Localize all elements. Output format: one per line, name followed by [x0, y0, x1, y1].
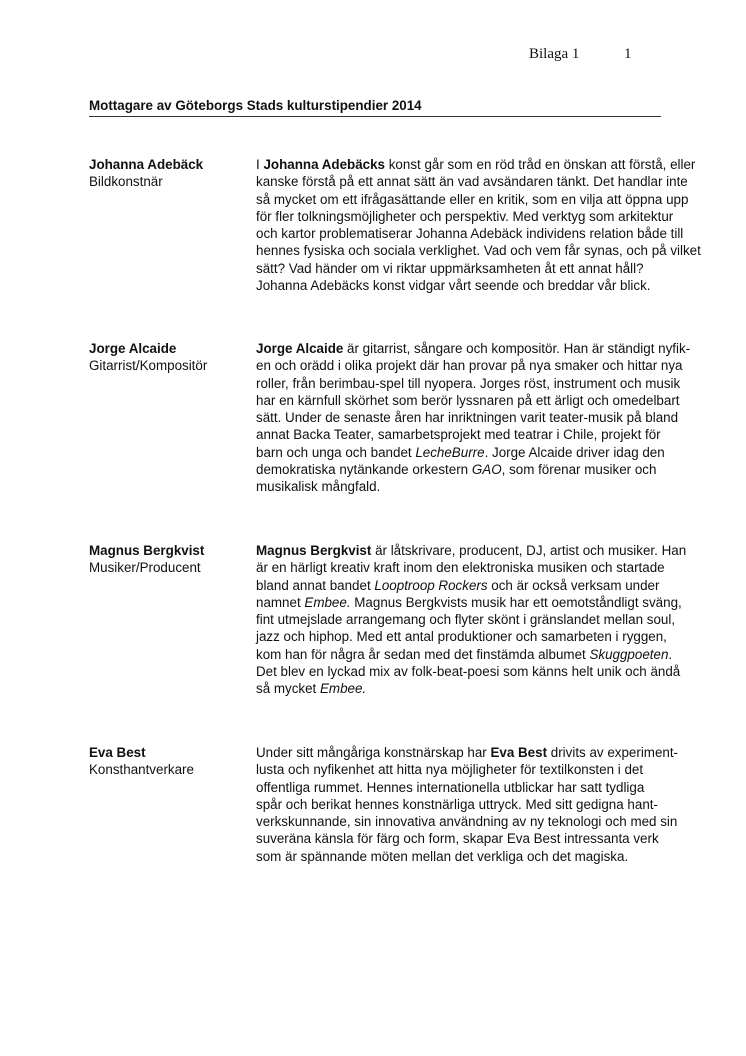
description-line [256, 577, 698, 594]
text-run: sätt. Under de senaste åren har inriktningen varit teater-musik på bland [256, 410, 679, 426]
recipient-entry [89, 156, 701, 294]
page-number: 1 [624, 46, 632, 62]
italic-text: Looptroop Rockers [374, 577, 488, 593]
text-run: så mycket [256, 681, 320, 697]
description-line [256, 225, 698, 242]
description-line [256, 357, 698, 374]
text-run: en och orädd i olika projekt där han provar på nya smaker och hittar nya [256, 358, 683, 374]
description-line [256, 444, 698, 461]
description-line [256, 761, 698, 778]
description-line [256, 478, 698, 495]
text-run: , som förenar musiker och [501, 462, 657, 478]
recipient-entry [89, 542, 699, 697]
italic-text: GAO [471, 462, 502, 478]
text-run: barn och unga och bandet [256, 444, 416, 460]
description-line [256, 744, 698, 761]
recipient-name: Magnus Bergkvist [89, 543, 205, 558]
description-line [256, 409, 698, 426]
description-line [256, 208, 698, 225]
description-line [256, 156, 698, 173]
text-run: Magnus Bergkvists musik har ett oemotståndligt sväng, [350, 594, 682, 610]
text-run: . [668, 646, 673, 662]
description-line [256, 191, 698, 208]
bold-text: Jorge Alcaide [256, 341, 344, 356]
text-run: drivits av experiment- [547, 745, 679, 760]
text-run: jazz och hiphop. Med ett antal produktioner och samarbeten i ryggen, [256, 629, 667, 645]
description-line [256, 392, 698, 409]
text-run: namnet [256, 594, 305, 610]
italic-text: LecheBurre [415, 444, 485, 460]
description-line [256, 461, 698, 478]
description-line [256, 830, 698, 847]
bold-text: Johanna Adebäcks [263, 157, 386, 172]
text-run: Det blev en lyckad mix av folk-beat-poesi som känns helt unik och ändå [256, 664, 681, 680]
italic-text: Skuggpoeten [589, 646, 669, 662]
text-run: offentliga rummet. Hennes internationella utblickar har satt tydliga [256, 779, 645, 795]
description-line [256, 848, 698, 865]
description-line [256, 173, 698, 190]
description-line [256, 796, 698, 813]
text-run: musikalisk mångfald. [256, 479, 381, 495]
recipient-role: Konsthantverkare [89, 762, 194, 778]
text-run: bland annat bandet [256, 577, 375, 593]
text-run: spår och berikat hennes konstnärliga uttryck. Med sitt gedigna hant- [256, 796, 658, 812]
description-line [256, 426, 698, 443]
text-run: är gitarrist, sångare och kompositör. Han är ständigt nyfik- [343, 341, 691, 356]
text-run: Under sitt mångåriga konstnärskap har [256, 745, 491, 760]
text-run: kom han för några år sedan med det finstämda albumet [256, 646, 590, 662]
recipient-description [256, 744, 698, 865]
text-run: demokratiska nytänkande orkestern [256, 462, 472, 478]
text-run: . Jorge Alcaide driver idag den [484, 444, 665, 460]
recipient-entry [89, 340, 699, 495]
bold-text: Magnus Bergkvist [256, 543, 372, 558]
description-line [256, 542, 698, 559]
recipient-name: Eva Best [89, 745, 146, 760]
text-run: och kartor problematiserar Johanna Adebäck individens relation både till [256, 226, 684, 242]
recipient-name: Johanna Adebäck [89, 157, 204, 172]
description-line [256, 663, 698, 680]
recipient-description [256, 542, 698, 698]
recipient-entry [89, 744, 699, 864]
description-line [256, 779, 698, 796]
text-run: är låtskrivare, producent, DJ, artist och musiker. Han [371, 543, 687, 558]
description-line [256, 611, 698, 628]
description-line [256, 559, 698, 576]
recipient-role: Musiker/Producent [89, 560, 201, 576]
italic-text: Embee. [320, 681, 367, 697]
text-run: annat Backa Teater, samarbetsprojekt med teatrar i Chile, projekt för [256, 427, 661, 443]
text-run: lusta och nyfikenhet att hitta nya möjligheter för textilkonsten i det [256, 762, 644, 778]
text-run: som är spännande möten mellan det verkliga och det magiska. [256, 848, 629, 864]
text-run: kanske förstå på ett annat sätt än vad avsändaren tänkt. Det handlar inte [256, 174, 688, 190]
text-run: är en härligt kreativ kraft inom den elektroniska musiken och startade [256, 560, 665, 576]
description-line [256, 680, 698, 697]
text-run: fint utmejslade arrangemang och flyter skönt i gränslandet mellan soul, [256, 612, 676, 628]
bold-text: Eva Best [490, 745, 548, 760]
description-line [256, 813, 698, 830]
recipient-description [256, 156, 701, 294]
recipient-role: Gitarrist/Kompositör [89, 358, 208, 374]
document-title: Mottagare av Göteborgs Stads kulturstipendier 2014 [89, 98, 661, 117]
description-line [256, 646, 698, 663]
description-line [256, 375, 698, 392]
recipient-description [256, 340, 698, 496]
text-run: konst går som en röd tråd en önskan att förstå, eller [385, 157, 696, 172]
text-run: för fler tolkningsmöjligheter och perspektiv. Med verktyg som arkitektur [256, 208, 674, 224]
description-line [256, 260, 698, 277]
text-run: och är också verksam under [487, 577, 660, 593]
text-run: har en kärnfull skörhet som berör lyssnaren på ett ärligt och omedelbart [256, 392, 680, 408]
text-run: hennes fysiska och sociala verklighet. Vad och vem får synas, och på vilket [256, 243, 701, 259]
recipient-role: Bildkonstnär [89, 174, 163, 190]
description-line [256, 628, 698, 645]
text-run: sätt? Vad händer om vi riktar uppmärksamheten åt ett annat håll? [256, 260, 644, 276]
page-header [529, 46, 632, 63]
text-run: I [256, 157, 264, 172]
italic-text: Embee. [304, 594, 351, 610]
text-run: verkskunnande, sin innovativa användning av ny teknologi och med sin [256, 814, 678, 830]
text-run: suveräna känsla för färg och form, skapar Eva Best intressanta verk [256, 831, 659, 847]
description-line [256, 277, 698, 294]
header-label: Bilaga 1 [529, 46, 580, 62]
text-run: så mycket om ett ifrågasättande eller en kritik, som en vilja att öppna upp [256, 191, 689, 207]
text-run: Johanna Adebäcks konst vidgar vårt seende och breddar vår blick. [256, 278, 651, 294]
recipient-name: Jorge Alcaide [89, 341, 177, 356]
description-line [256, 242, 701, 259]
description-line [256, 340, 698, 357]
description-line [256, 594, 698, 611]
text-run: roller, från berimbau-spel till nyopera. Jorges röst, instrument och musik [256, 375, 681, 391]
